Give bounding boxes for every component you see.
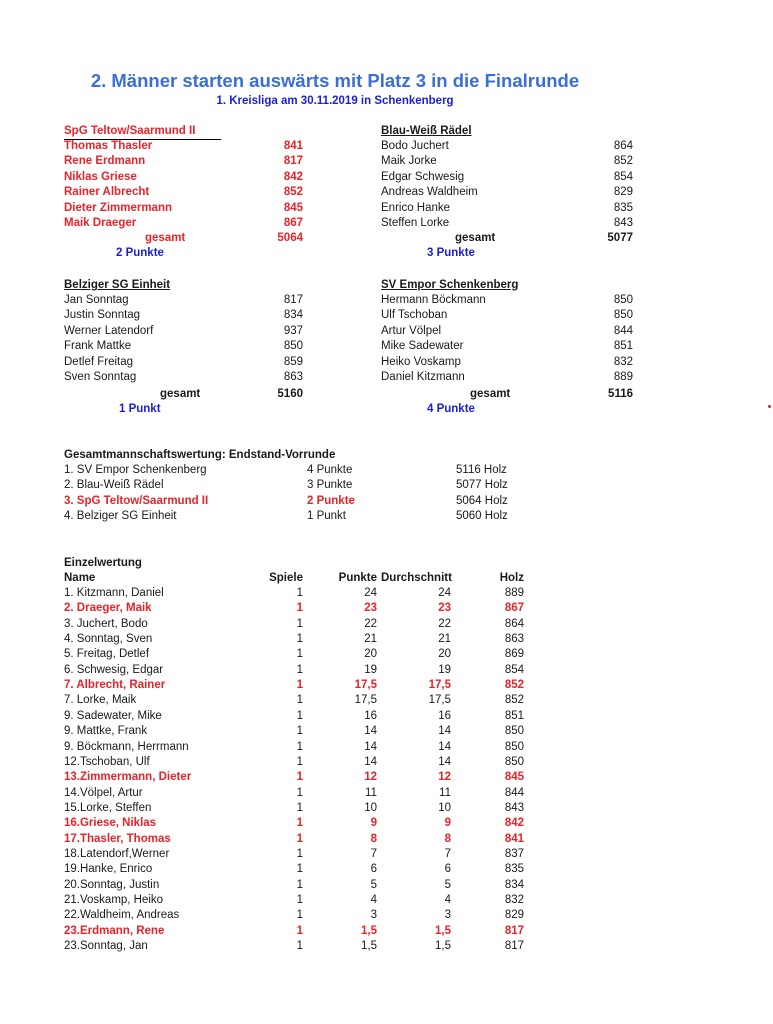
player-name: Justin Sonntag [64,309,141,322]
player-name: Steffen Lorke [381,217,450,229]
ranking-durchschnitt: 9 [444,817,451,830]
player-score: 937 [283,324,303,337]
ranking-holz: 844 [504,786,524,799]
ranking-durchschnitt: 24 [438,587,451,599]
player-name: Rainer Albrecht [64,186,150,199]
player-name: Jan Sonntag [64,294,129,306]
ranking-holz: 851 [504,709,524,722]
ranking-punkte: 9 [370,817,377,830]
ranking-holz: 842 [504,817,524,830]
ranking-punkte: 21 [364,633,377,646]
col-header-holz: Holz [499,572,524,584]
ranking-punkte: 20 [364,648,377,661]
ranking-holz: 817 [504,940,524,953]
team-total: 5064 [277,232,303,245]
ranking-punkte: 10 [364,801,377,814]
ranking-name: 2. Draeger, Maik [64,602,152,615]
col-header-name: Name [64,572,96,584]
ranking-holz: 817 [504,924,524,937]
standings-points: 3 Punkte [307,479,353,492]
player-name: Enrico Hanke [381,201,451,214]
ranking-punkte: 14 [364,740,377,753]
player-score: 841 [283,140,303,152]
ranking-name: 1. Kitzmann, Daniel [64,587,164,599]
ranking-spiele: 1 [296,940,303,953]
player-name: Sven Sonntag [64,371,137,383]
ranking-holz: 850 [504,755,524,768]
ranking-punkte: 7 [370,847,377,860]
ranking-punkte: 17,5 [354,679,377,692]
ranking-punkte: 1,5 [361,940,377,953]
ranking-name: 16.Griese, Niklas [64,817,157,830]
ranking-holz: 863 [504,633,524,646]
ranking-spiele: 1 [296,679,303,692]
standings-heading: Gesamtmannschaftswertung: Endstand-Vorrunde [64,449,336,461]
team-total: 5116 [608,388,633,401]
col-header-punkte: Punkte [338,572,377,584]
player-score: 854 [613,170,633,183]
ranking-spiele: 1 [296,663,303,676]
player-score: 844 [613,324,633,337]
ranking-durchschnitt: 14 [438,740,451,753]
ranking-spiele: 1 [296,587,303,599]
ranking-punkte: 14 [364,725,377,738]
red-dot-marker [768,405,771,408]
ranking-durchschnitt: 6 [444,863,451,876]
team-total-label: gesamt [160,388,201,401]
player-name: Dieter Zimmermann [64,201,173,214]
player-score: 863 [283,371,303,383]
ranking-name: 6. Schwesig, Edgar [64,663,164,676]
player-score: 889 [613,371,633,383]
ranking-punkte: 8 [370,832,377,845]
player-score: 850 [613,294,633,306]
player-name: Rene Erdmann [64,155,146,168]
ranking-name: 7. Lorke, Maik [64,694,137,707]
ranking-name: 22.Waldheim, Andreas [64,909,180,922]
player-name: Andreas Waldheim [381,186,478,199]
ranking-name: 5. Freitag, Detlef [64,648,150,661]
ranking-name: 12.Tschoban, Ulf [64,755,150,768]
player-score: 864 [613,140,633,152]
team-total-label: gesamt [145,232,186,245]
ranking-punkte: 17,5 [354,694,377,707]
player-score: 834 [283,309,303,322]
ranking-durchschnitt: 3 [444,909,451,922]
ranking-name: 15.Lorke, Steffen [64,801,152,814]
player-name: Detlef Freitag [64,355,134,368]
player-name: Maik Draeger [64,217,137,229]
ranking-holz: 850 [504,740,524,753]
standings-team: 3. SpG Teltow/Saarmund II [64,494,209,507]
player-name: Niklas Griese [64,170,137,183]
col-header-spiele: Spiele [269,572,303,584]
player-name: Artur Völpel [381,324,442,337]
standings-points: 2 Punkte [307,494,355,507]
ranking-durchschnitt: 17,5 [428,679,451,692]
ranking-holz: 852 [504,679,524,692]
ranking-name: 9. Mattke, Frank [64,725,148,738]
ranking-name: 13.Zimmermann, Dieter [64,771,192,784]
ranking-durchschnitt: 22 [438,617,451,630]
player-score: 845 [283,201,303,214]
standings-holz: 5064 Holz [456,494,508,507]
standings-team: 1. SV Empor Schenkenberg [64,464,207,476]
ranking-punkte: 19 [364,663,377,676]
ranking-spiele: 1 [296,863,303,876]
ranking-spiele: 1 [296,648,303,661]
ranking-durchschnitt: 5 [444,878,451,891]
ranking-spiele: 1 [296,755,303,768]
ranking-name: 9. Sadewater, Mike [64,709,162,722]
ranking-punkte: 23 [364,602,377,615]
ranking-durchschnitt: 1,5 [435,924,451,937]
standings-points: 4 Punkte [307,464,353,476]
ranking-spiele: 1 [296,894,303,906]
player-score: 850 [283,340,303,353]
ranking-holz: 852 [504,694,524,707]
ranking-holz: 829 [504,909,524,922]
ranking-spiele: 1 [296,786,303,799]
ranking-name: 9. Böckmann, Herrmann [64,740,189,753]
team-total-label: gesamt [470,388,511,401]
player-score: 852 [283,186,303,199]
ranking-durchschnitt: 7 [444,847,451,860]
player-name: Edgar Schwesig [381,170,465,183]
team-points: 3 Punkte [427,247,475,260]
team-points: 2 Punkte [116,247,164,260]
player-score: 842 [283,170,303,183]
page-subtitle: 1. Kreisliga am 30.11.2019 in Schenkenberg [216,95,454,107]
ranking-punkte: 6 [370,863,377,876]
ranking-punkte: 3 [370,909,377,922]
ranking-durchschnitt: 11 [439,786,451,799]
ranking-punkte: 14 [364,755,377,768]
ranking-durchschnitt: 8 [444,832,451,845]
ranking-durchschnitt: 23 [438,602,451,615]
ranking-name: 4. Sonntag, Sven [64,633,153,646]
ranking-spiele: 1 [296,602,303,615]
player-score: 817 [283,155,303,168]
ranking-durchschnitt: 1,5 [435,940,451,953]
player-name: Heiko Voskamp [381,355,461,368]
ranking-spiele: 1 [296,709,303,722]
player-score: 843 [613,217,633,229]
team-total: 5077 [607,232,633,245]
ranking-spiele: 1 [296,847,303,860]
ranking-spiele: 1 [296,832,303,845]
ranking-punkte: 1,5 [361,924,377,937]
player-score: 832 [613,355,633,368]
ranking-durchschnitt: 4 [444,894,451,906]
ranking-spiele: 1 [296,909,303,922]
ranking-spiele: 1 [296,817,303,830]
player-name: Mike Sadewater [381,340,464,353]
ranking-holz: 832 [504,894,524,906]
ranking-durchschnitt: 12 [438,771,451,784]
player-score: 851 [613,340,633,353]
individual-heading: Einzelwertung [64,557,142,569]
standings-holz: 5116 Holz [456,464,507,476]
ranking-holz: 854 [504,663,524,676]
ranking-durchschnitt: 16 [438,709,451,722]
ranking-holz: 889 [504,587,524,599]
team-name: Blau-Weiß Rädel [381,125,472,137]
ranking-spiele: 1 [296,771,303,784]
ranking-name: 7. Albrecht, Rainer [64,679,166,692]
ranking-punkte: 12 [364,771,377,784]
standings-points: 1 Punkt [307,510,346,523]
player-score: 817 [283,294,303,306]
ranking-punkte: 4 [370,894,377,906]
ranking-durchschnitt: 20 [438,648,451,661]
standings-holz: 5077 Holz [456,479,508,492]
player-name: Frank Mattke [64,340,132,353]
team-total: 5160 [277,388,303,401]
ranking-durchschnitt: 19 [438,663,451,676]
ranking-name: 18.Latendorf,Werner [64,847,170,860]
ranking-name: 23.Erdmann, Rene [64,924,165,937]
ranking-punkte: 5 [370,878,377,891]
ranking-spiele: 1 [296,924,303,937]
ranking-spiele: 1 [296,633,303,646]
ranking-spiele: 1 [296,740,303,753]
ranking-holz: 850 [504,725,524,738]
player-name: Daniel Kitzmann [381,371,465,383]
team-name: Belziger SG Einheit [64,279,171,291]
team-total-label: gesamt [455,232,496,245]
ranking-spiele: 1 [296,801,303,814]
standings-holz: 5060 Holz [456,510,508,523]
ranking-holz: 834 [504,878,524,891]
ranking-name: 20.Sonntag, Justin [64,878,160,891]
ranking-durchschnitt: 14 [438,755,451,768]
player-name: Ulf Tschoban [381,309,448,322]
ranking-durchschnitt: 21 [438,633,451,646]
ranking-spiele: 1 [296,878,303,891]
ranking-punkte: 22 [364,617,377,630]
player-score: 850 [613,309,633,322]
team-name: SV Empor Schenkenberg [381,279,519,291]
player-score: 852 [613,155,633,168]
ranking-name: 3. Juchert, Bodo [64,617,148,630]
ranking-name: 19.Hanke, Enrico [64,863,153,876]
ranking-name: 17.Thasler, Thomas [64,832,171,845]
player-name: Maik Jorke [381,155,437,168]
ranking-durchschnitt: 10 [438,801,451,814]
ranking-name: 14.Völpel, Artur [64,786,143,799]
ranking-durchschnitt: 14 [438,725,451,738]
standings-team: 2. Blau-Weiß Rädel [64,479,164,492]
standings-team: 4. Belziger SG Einheit [64,510,177,523]
ranking-spiele: 1 [296,725,303,738]
ranking-spiele: 1 [296,617,303,630]
team-name: SpG Teltow/Saarmund II [64,125,196,137]
ranking-name: 21.Voskamp, Heiko [64,894,164,906]
ranking-holz: 837 [504,847,524,860]
player-name: Hermann Böckmann [381,294,486,306]
ranking-punkte: 16 [364,709,377,722]
player-score: 829 [613,186,633,199]
col-header-durchschnitt: Durchschnitt [381,572,452,584]
ranking-holz: 843 [504,801,524,814]
team-points: 4 Punkte [427,403,475,416]
ranking-holz: 864 [504,617,524,630]
player-score: 859 [283,355,303,368]
ranking-durchschnitt: 17,5 [428,694,451,707]
ranking-name: 23.Sonntag, Jan [64,940,148,953]
ranking-holz: 841 [504,832,524,845]
player-score: 835 [613,201,633,214]
player-name: Bodo Juchert [381,140,449,152]
ranking-spiele: 1 [296,694,303,707]
ranking-holz: 835 [504,863,524,876]
page-title: 2. Männer starten auswärts mit Platz 3 in die Finalrunde [90,70,580,91]
player-name: Thomas Thasler [64,140,153,152]
ranking-holz: 867 [504,602,524,615]
ranking-holz: 869 [504,648,524,661]
ranking-punkte: 11 [365,786,377,799]
team-points: 1 Punkt [119,403,161,416]
ranking-punkte: 24 [364,587,377,599]
ranking-holz: 845 [504,771,524,784]
player-name: Werner Latendorf [64,324,154,337]
player-score: 867 [283,217,303,229]
